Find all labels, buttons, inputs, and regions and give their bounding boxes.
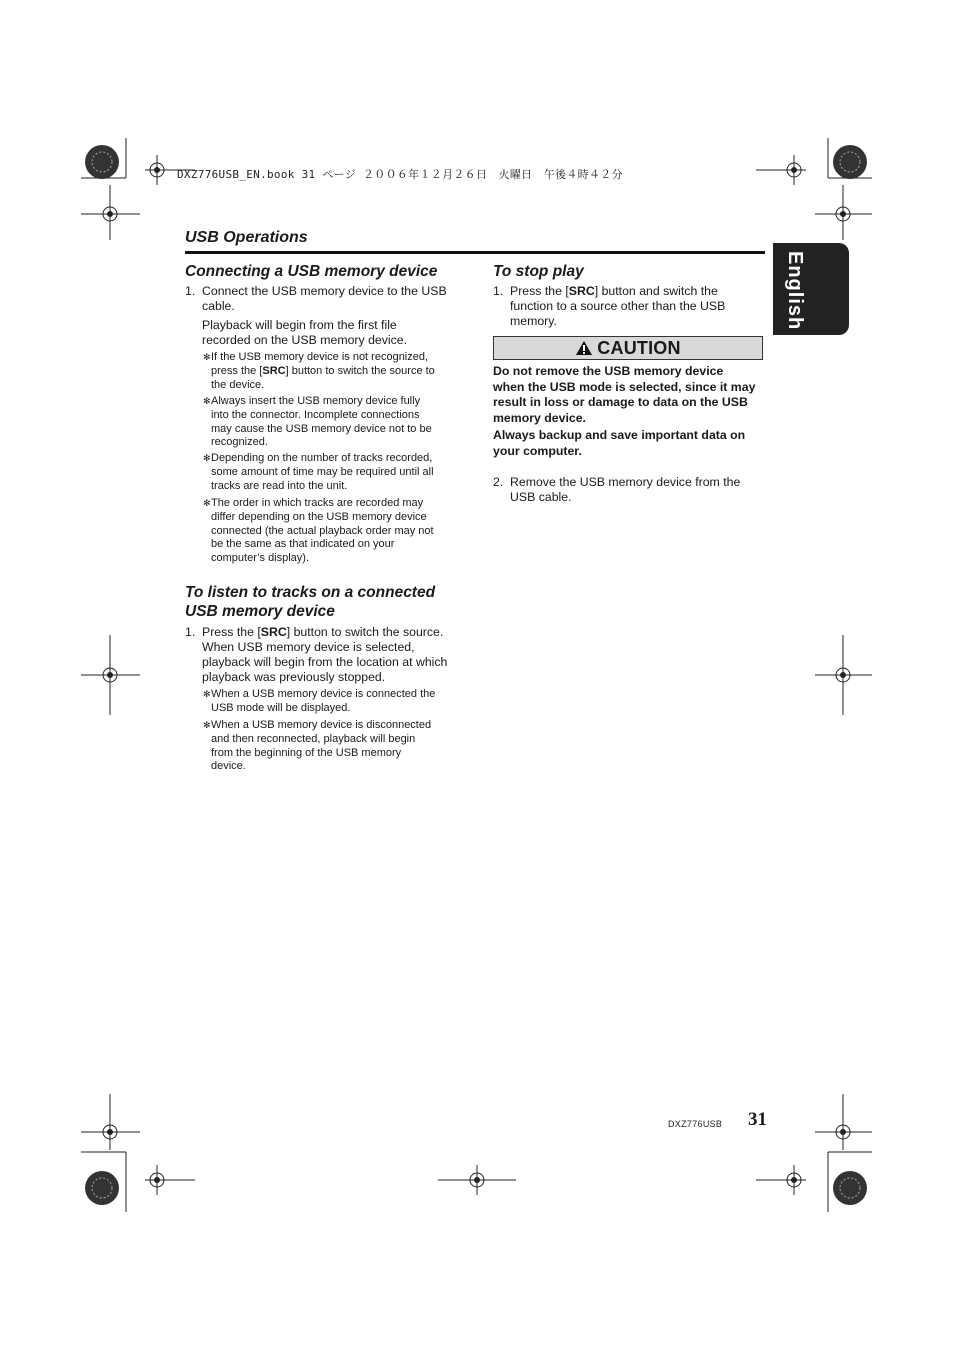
printer-slug-line: DXZ776USB_EN.book 31 ページ ２００６年１２月２６日 火曜日 午後４時４２分 (177, 168, 623, 181)
text-line: recorded on the USB memory device. (202, 333, 408, 347)
text-line: differ depending on the USB memory device (211, 510, 427, 523)
language-tab (773, 243, 849, 335)
text-line: Always backup and save important data on (493, 428, 746, 442)
caution-box (493, 336, 763, 360)
text-line: may cause the USB memory device not to be (211, 422, 432, 435)
step-number: 1. (185, 284, 196, 298)
text-line: tracks are read into the unit. (211, 479, 348, 492)
heading-line: USB memory device (185, 603, 335, 620)
caution-text (493, 364, 768, 426)
text-line: playback will begin from the location at which (202, 655, 448, 669)
heading-line: To listen to tracks on a connected (185, 584, 436, 601)
connecting-heading: Connecting a USB memory device (185, 263, 438, 280)
language-tab-label: English (784, 251, 806, 331)
text-line: When a USB memory device is connected the (211, 688, 436, 700)
text-line: device. (211, 760, 246, 773)
text-line: cable. (202, 299, 235, 313)
section-title: USB Operations (185, 229, 308, 246)
text-line: USB mode will be displayed. (211, 701, 351, 714)
text-line: Depending on the number of tracks recorded, (211, 452, 433, 464)
text-line: Do not remove the USB memory device (493, 364, 724, 378)
bullet-icon: ✻ (203, 498, 211, 508)
text-line: Connect the USB memory device to the USB (202, 284, 447, 298)
text-line: When a USB memory device is disconnected (211, 719, 432, 731)
step-number: 1. (185, 625, 196, 639)
bullet-icon: ✻ (203, 720, 211, 730)
bullet-icon: ✻ (203, 396, 211, 406)
text-line: result in loss or damage to data on the USB (493, 395, 748, 409)
text-line: and then reconnected, playback will begin (211, 732, 416, 745)
text-line: Playback will begin from the first file (202, 318, 397, 332)
caution-label: CAUTION (597, 337, 681, 358)
text-line: your computer. (493, 443, 582, 458)
text-line: connected (the actual playback order may not (211, 524, 434, 537)
text-line: Press the [SRC] button and switch the (510, 284, 718, 298)
backup-text (493, 428, 768, 459)
text-line: memory device. (493, 410, 586, 425)
step-number: 2. (493, 475, 504, 489)
bullet-icon: ✻ (203, 352, 211, 362)
footer-model-name: DXZ776USB (668, 1119, 723, 1129)
text-line: into the connector. Incomplete connections (211, 408, 420, 421)
connecting-playback-note (202, 318, 460, 348)
stop-heading: To stop play (493, 263, 584, 280)
connecting-step-1 (185, 284, 457, 316)
text-line: playback was previously stopped. (202, 670, 386, 684)
text-line: recognized. (211, 436, 268, 449)
text-line: function to a source other than the USB (510, 299, 726, 313)
text-line: from the beginning of the USB memory (211, 746, 402, 759)
text-line: when the USB mode is selected, since it may (493, 379, 756, 394)
stop-step-2 (493, 475, 765, 507)
section-rule (185, 251, 765, 254)
listen-heading (185, 583, 457, 621)
listen-step-1 (185, 625, 457, 687)
text-line: Remove the USB memory device from the (510, 475, 741, 489)
warning-triangle-icon (575, 340, 593, 356)
text-line: Always insert the USB memory device fully (211, 395, 421, 407)
bullet-icon: ✻ (203, 453, 211, 463)
bullet-icon: ✻ (203, 689, 211, 699)
text-line: the device. (211, 378, 265, 391)
text-line: memory. (510, 314, 557, 328)
text-line: If the USB memory device is not recognized, (211, 351, 429, 363)
text-line: some amount of time may be required until all (211, 465, 434, 478)
stop-step-1 (493, 284, 765, 330)
text-line: The order in which tracks are recorded may (211, 497, 424, 509)
text-line: Press the [SRC] button to switch the source. (202, 625, 444, 639)
text-line: USB cable. (510, 490, 572, 504)
text-line: press the [SRC] button to switch the source to (211, 364, 435, 377)
text-line: computer’s display). (211, 552, 310, 565)
text-line: be the same as that indicated on your (211, 538, 395, 551)
page-number: 31 (748, 1109, 767, 1130)
step-number: 1. (493, 284, 504, 298)
text-line: When USB memory device is selected, (202, 640, 415, 654)
